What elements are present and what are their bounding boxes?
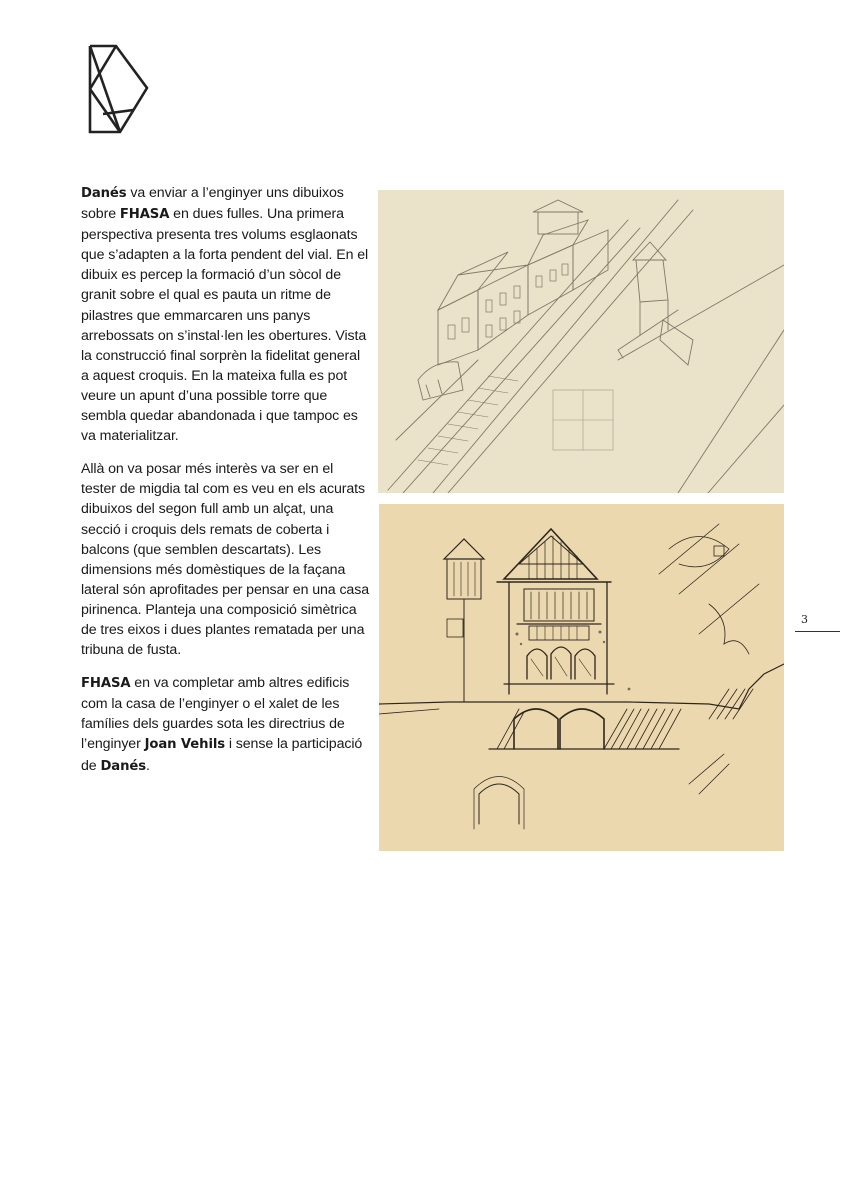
paragraph-3 — [81, 673, 371, 776]
bold-term: FHASA — [119, 207, 170, 223]
text-run: va enviar a l’enginyer uns dibuixos sobre — [81, 185, 344, 223]
bold-term: Danés — [100, 758, 146, 774]
bold-term: Joan Vehils — [144, 737, 226, 753]
paragraph-2 — [81, 459, 371, 660]
text-run: . — [145, 757, 150, 774]
elevation-section-sketch-image — [379, 504, 784, 851]
paragraph-1 — [81, 183, 371, 446]
text-run: i sense la participació de — [81, 736, 363, 774]
text-run: Allà on va posar més interès va ser en el tester de migdia tal com es veu en els acurats dibuixos del segon full amb un alçat, una secció i croquis dels remats de coberta i balcons (que semblen descartats). Les dimensions més domèstiques de la façana lateral són aprofitades per pensar en una casa pirinenca. Planteja una composició simètrica de tres eixos i dues plantes rematada per una tribuna de fusta. — [81, 461, 370, 659]
body-text — [81, 183, 371, 790]
bold-term: Danés — [81, 186, 127, 201]
perspective-sketch-image — [378, 190, 784, 493]
brand-logo-icon — [86, 44, 150, 134]
text-run: en dues fulles. Una primera perspectiva presenta tres volums esglaonats que s’adapten a la forta pendent del vial. En el dibuix es percep la formació d’un sòcol de granit sobre el qual es pauta un ritme de pilastres que emmarcaren uns panys arrebossats on s’instal·len les obertures. Vista la construcció final sorprèn la fidelitat general a aquest croquis. En la mateixa fulla es pot veure un apunt d’una possible torre que sembla quedar abandonada i que tampoc es va materialitzar. — [81, 206, 369, 445]
page-number: 3 — [801, 613, 808, 626]
page-number-rule — [795, 631, 840, 632]
text-run: en va completar amb altres edificis com la casa de l’enginyer o el xalet de les famílies dels guardes sota les directrius de l’enginyer — [81, 675, 350, 753]
bold-term: FHASA — [81, 676, 131, 692]
